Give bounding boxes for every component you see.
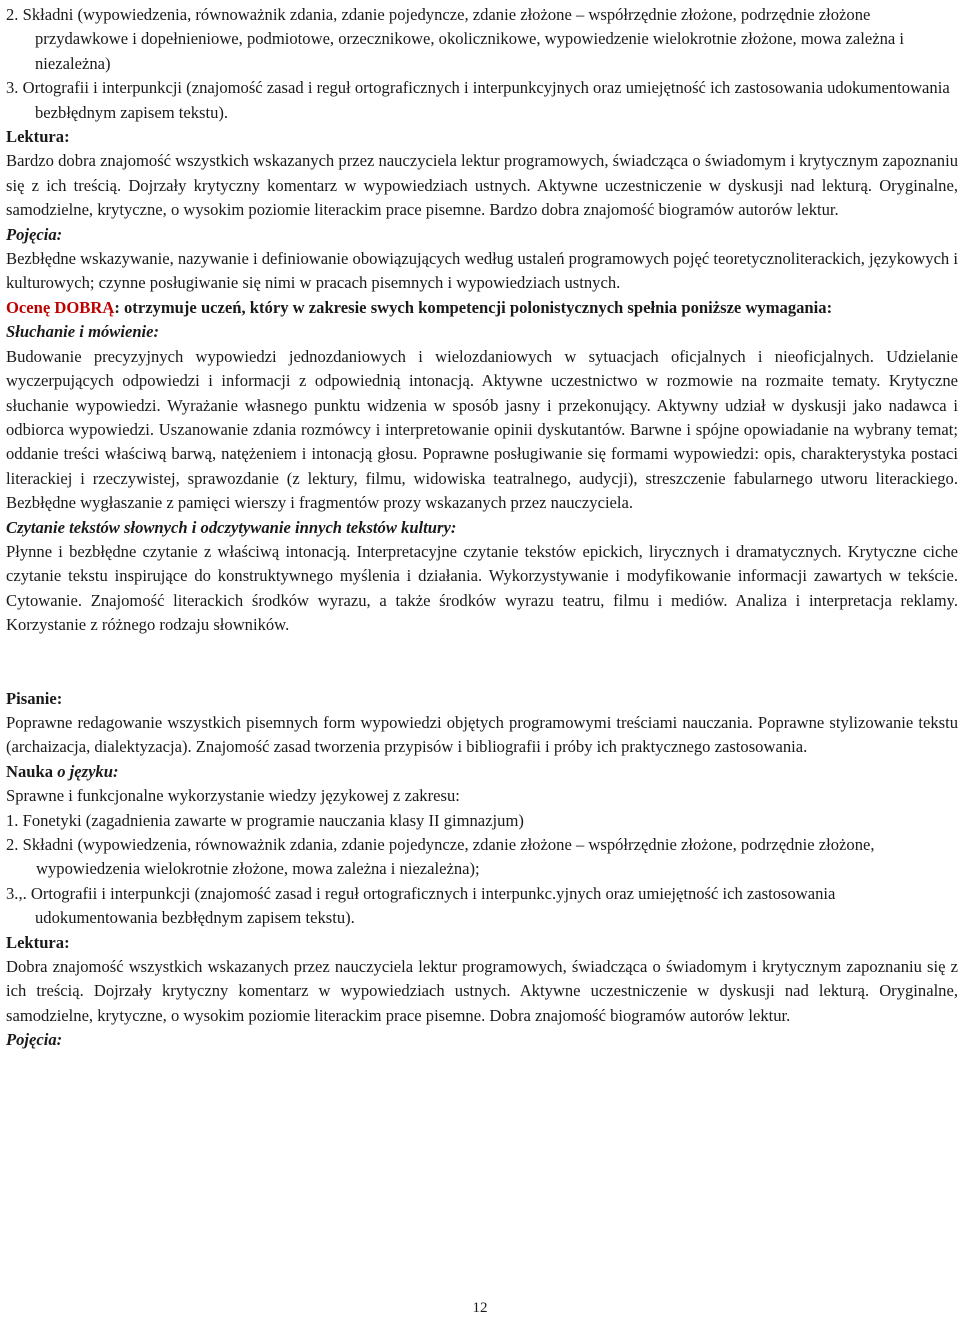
paragraph-pojecia: Bezbłędne wskazywanie, nazywanie i definiowanie obowiązujących według ustaleń programowych pojęć teoretycznoliterackich, językowych i kulturowych; czynne posługiwanie się nimi w pracach pisemnych i wypowiedziach ustnych.: [6, 249, 958, 293]
list-item-ortografia: 3. Ortografii i interpunkcji (znajomość zasad i reguł ortograficznych i interpunkcyjnych oraz umiejętność ich zastosowania udokumentowania bezbłędnym zapisem tekstu).: [6, 78, 950, 122]
paragraph-lektura: Bardzo dobra znajomość wszystkich wskazanych przez nauczyciela lektur programowych, świadcząca o świadomym i krytycznym zapoznaniu się z ich treścią. Dojrzały krytyczny komentarz w wypowiedziach ustnych. Aktywne uczestniczenie w dyskusji nad lekturą. Oryginalne, samodzielne, krytyczne, o wysokim poziomie literackim prace pisemne. Bardzo dobra znajomość biogramów autorów lektur.: [6, 151, 958, 220]
list-item-ortografia-2: 3.,. Ortografii i interpunkcji (znajomość zasad i reguł ortograficznych i interpunkc.yjnych oraz umiejętność ich zastosowania udokumentowania bezbłędnym zapisem tekstu).: [6, 883, 836, 928]
section-heading-pojecia: Pojęcia:: [6, 224, 63, 244]
document-page: [6, 3, 958, 1053]
section-heading-nauka: [6, 760, 958, 784]
section-heading-czytanie: Czytanie tekstów słownych i odczytywanie innych tekstów kultury:: [6, 517, 457, 537]
paragraph-sluchanie: Budowanie precyzyjnych wypowiedzi jednozdaniowych i wielozdaniowych w sytuacjach oficjalnych i nieoficjalnych. Udzielanie wyczerpujących odpowiedzi i informacji z odpowiednią intonacją. Aktywne uczestnictwo w rozmowie na rozmaite tematy. Krytyczne słuchanie wypowiedzi. Wyrażanie własnego punktu widzenia w sposób jasny i przekonujący. Aktywny udział w dyskusji jako nadawca i odbiorca wypowiedzi. Uszanowanie zdania rozmówcy i interpretowanie opinii dyskutantów. Barwne i spójne opowiadanie na wybrany temat; oddanie treści właściwą barwą, natężeniem i intonacją głosu. Poprawne posługiwanie się formami wypowiedzi: opis, charakterystyka postaci literackiej i rzeczywistej, sprawozdanie (z lektury, filmu, widowiska teatralnego, audycji), streszczenie fabularnego utworu literackiego. Bezbłędne wygłaszanie z pamięci wierszy i fragmentów prozy wskazanych przez nauczyciela.: [6, 346, 958, 513]
paragraph-nauka-intro: Sprawne i funkcjonalne wykorzystanie wiedzy językowej z zakresu:: [6, 786, 460, 806]
section-heading-sluchanie: Słuchanie i mówienie:: [6, 322, 160, 342]
section-heading-pojecia-2: Pojęcia:: [6, 1030, 63, 1050]
list-item-skladnia-2: 2. Składni (wypowiedzenia, równoważnik zdania, zdanie pojedyncze, zdanie złożone – współrzędnie złożone, podrzędnie złożone, wypowiedzenia wielokrotnie złożone, mowa zależna i niezależna);: [6, 835, 875, 879]
section-heading-pisanie: Pisanie:: [6, 688, 63, 708]
nauka-heading-a: Nauka: [6, 761, 58, 781]
grade-name: DOBRĄ: [54, 297, 115, 317]
section-heading-lektura-2: Lektura:: [6, 932, 70, 952]
blank-space: [6, 638, 958, 687]
grade-prefix: Ocenę: [6, 297, 55, 317]
nauka-heading-b: o języku:: [57, 761, 119, 781]
list-item-skladnia: 2. Składni (wypowiedzenia, równoważnik zdania, zdanie pojedyncze, zdanie złożone – współrzędnie złożone, podrzędnie złożone przydawkowe i dopełnieniowe, podmiotowe, orzecznikowe, okolicznikowe, wypowiedzenie wielokrotnie złożone, mowa zależna i niezależna): [6, 5, 905, 73]
page-number: 12: [472, 1300, 488, 1316]
paragraph-lektura-2: Dobra znajomość wszystkich wskazanych przez nauczyciela lektur programowych, świadcząca o świadomym i krytycznym zapoznaniu się z ich treścią. Dojrzały krytyczny komentarz w wypowiedziach ustnych. Aktywne uczestniczenie w dyskusji nad lekturą. Oryginalne, samodzielne, krytyczne, o wysokim poziomie literackim prace pisemne. Dobra znajomość biogramów autorów lektur.: [6, 957, 958, 1025]
list-item-fonetyka: 1. Fonetyki (zagadnienia zawarte w programie nauczania klasy II gimnazjum): [6, 810, 524, 830]
grade-rest: : otrzymuje uczeń, który w zakresie swych kompetencji polonistycznych spełnia poniższe wymagania:: [114, 297, 833, 317]
section-heading-lektura: Lektura:: [6, 127, 70, 147]
paragraph-pisanie: Poprawne redagowanie wszystkich pisemnych form wypowiedzi objętych programowymi treściami nauczania. Poprawne stylizowanie tekstu (archaizacja, dialektyzacja). Znajomość zasad tworzenia przypisów i bibliografii i próby ich praktycznego zastosowania.: [6, 712, 958, 757]
grade-heading: [6, 296, 958, 320]
paragraph-czytanie: Płynne i bezbłędne czytanie z właściwą intonacją. Interpretacyjne czytanie tekstów epickich, lirycznych i dramatycznych. Krytyczne ciche czytanie tekstu inspirujące do konstruktywnego myślenia i działania. Wykorzystywanie i modyfikowanie informacji zawartych w tekście. Cytowanie. Znajomość literackich środków wyrazu, a także środków wyrazu teatru, filmu i mediów. Analiza i interpretacja reklamy. Korzystanie z różnego rodzaju słowników.: [6, 541, 958, 635]
